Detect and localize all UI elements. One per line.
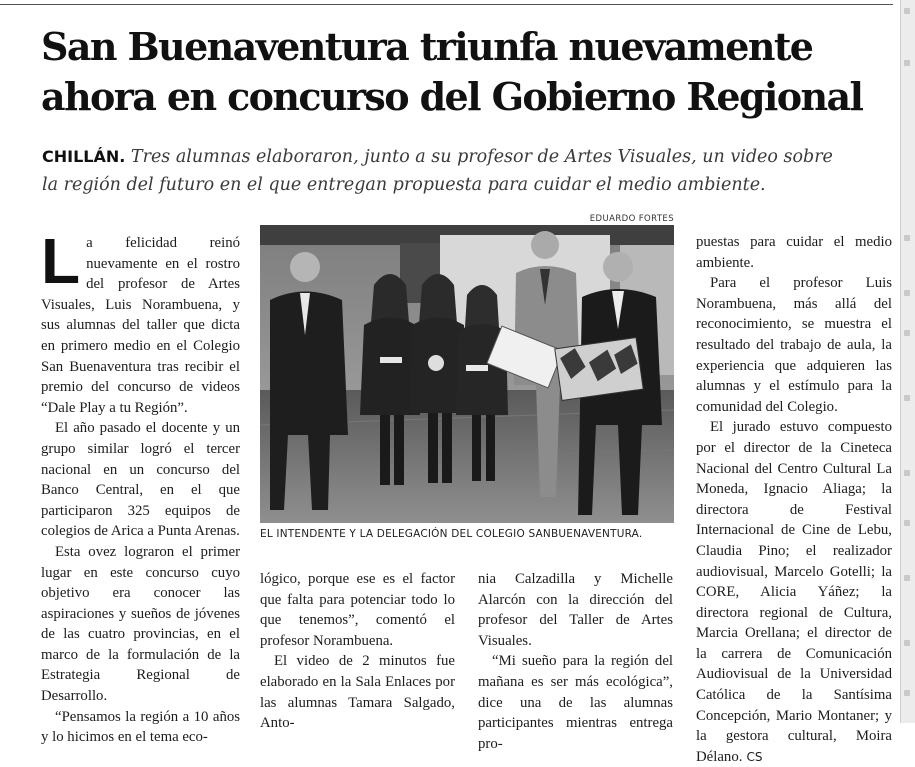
edge-mark — [904, 575, 910, 581]
edge-mark — [904, 8, 910, 14]
article-paragraph-5: El video de 2 minutos fue elaborado en la Sala Enlaces por las alumnas Tamara Salgado, Anto- — [260, 653, 455, 732]
headline-line-2: ahora en concurso del Gobierno Regional — [41, 74, 863, 119]
end-mark: CS — [746, 749, 763, 764]
edge-mark — [904, 690, 910, 696]
article-paragraph-2: El año pasado el docente y un grupo similar logró el tercer nacional en un concurso del Banco Central, en el que participaron 325 equipos de colegios de Arica a Punta Arenas. — [41, 420, 240, 540]
deck — [42, 143, 892, 199]
edge-mark — [904, 330, 910, 336]
article-column-4 — [696, 232, 892, 767]
article-paragraph-4-continued: lógico, porque ese es el factor que falta para potenciar todo lo que tenemos”, comentó el profesor Norambuena. — [260, 571, 455, 649]
prize-box-patterned — [555, 338, 643, 401]
edge-mark — [904, 290, 910, 296]
article-paragraph-4: “Pensamos la región a 10 años y lo hicimos en el tema eco- — [41, 708, 240, 746]
edge-mark — [904, 395, 910, 401]
scan-edge — [900, 0, 915, 723]
article-paragraph-5-continued: nia Calzadilla y Michelle Alarcón con la dirección del profesor del Taller de Artes Visuales. — [478, 571, 673, 649]
article-paragraph-3: Esta ovez lograron el primer lugar en este concurso cuyo objetivo era conocer las aspiraciones y sueños de jóvenes de las cuatro provincias, en el marco de la formulación de la Estrategia Regional de Desarrollo. — [41, 543, 240, 705]
article-column-2 — [260, 569, 455, 734]
article-paragraph-6-continued: puestas para cuidar el medio ambiente. — [696, 234, 892, 271]
photo-credit: EDUARDO FORTES — [589, 214, 674, 224]
edge-mark — [904, 520, 910, 526]
article-paragraph-6: “Mi sueño para la región del mañana es ser más ecológica”, dice una de las alumnas participantes mientras entrega pro- — [478, 653, 673, 752]
article-paragraph-1: La felicidad reinó nuevamente en el rostro del profesor de Artes Visuales, Luis Norambuena, y sus alumnas del taller que dicta en primero medio en el Colegio San Buenaventura tras recibir el premio del concurso de videos “Dale Play a tu Región”. — [41, 225, 240, 416]
article-paragraph-7: Para el profesor Luis Norambuena, más allá del reconocimiento, se muestra el resultado del trabajo de aula, la experiencia que adquieren las alumnas y el estímulo para la comunidad del Colegio. — [696, 275, 892, 415]
top-rule — [0, 4, 893, 5]
deck-line-2: la región del futuro en el que entregan propuesta para cuidar el medio ambiente. — [42, 175, 766, 195]
drop-cap: L — [41, 225, 81, 297]
edge-mark — [904, 640, 910, 646]
article-paragraph-8: El jurado estuvo compuesto por el director de la Cineteca Nacional del Centro Cultural La Moneda, Ignacio Aliaga; la directora de Festival Internacional de Cine de Lebu, Claudia Pino; el realizador audiovisual, Marcelo Gotelli; la CORE, Alicia Yáñez; la directora regional de Cultura, Marcia Orellana; el director de la carrera de Comunicación Audiovisual de la Universidad Católica de la Santísima Concepción, Mario Montaner; y la gestora cultural, Moira Délano. CS — [696, 419, 892, 765]
dateline: CHILLÁN. — [42, 147, 126, 166]
news-photo — [260, 225, 674, 523]
article-column-1 — [41, 225, 240, 748]
edge-mark — [904, 235, 910, 241]
photo-caption: EL INTENDENTE Y LA DELEGACIÓN DEL COLEGIO SANBUENAVENTURA. — [260, 528, 643, 540]
headline-line-1: San Buenaventura triunfa nuevamente — [41, 24, 813, 69]
article-column-3 — [478, 569, 673, 754]
headline — [41, 22, 901, 122]
deck-line-1: Tres alumnas elaboraron, junto a su profesor de Artes Visuales, un video sobre — [130, 147, 833, 167]
edge-mark — [904, 470, 910, 476]
edge-mark — [904, 60, 910, 66]
